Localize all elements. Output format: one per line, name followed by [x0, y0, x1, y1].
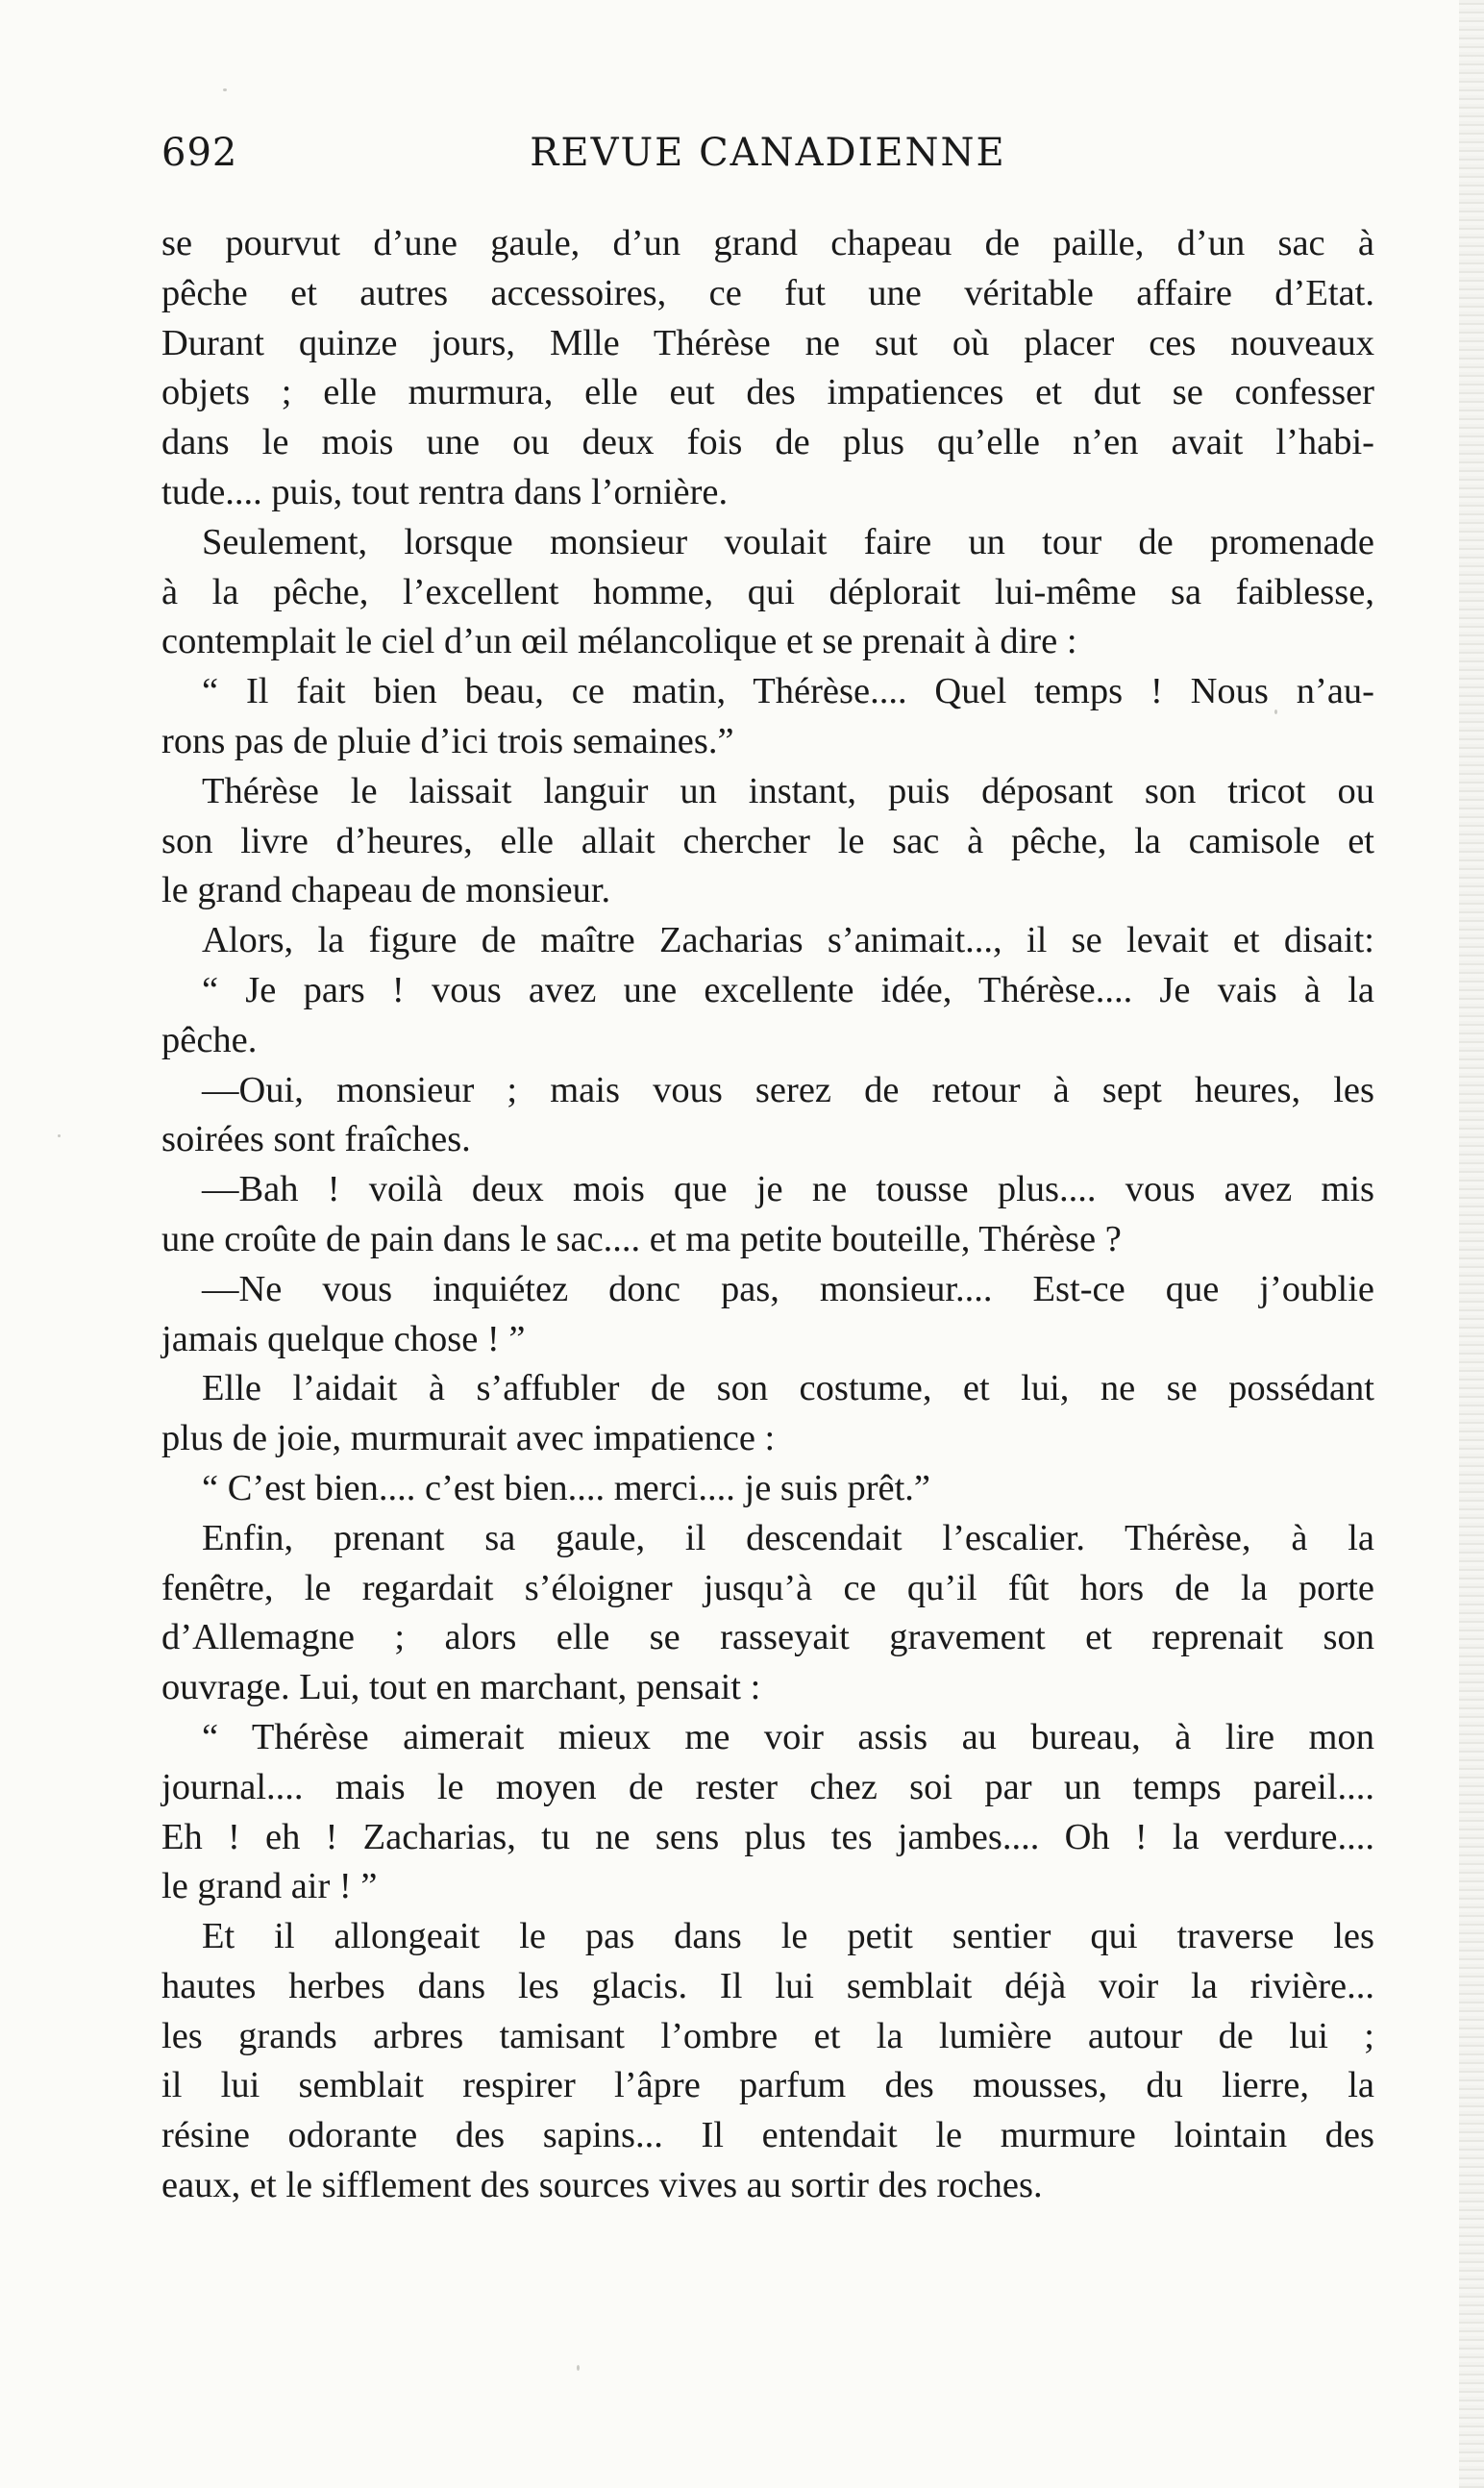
- text-line: Et il allongeait le pas dans le petit sentier qui traverse les: [202, 1916, 1374, 1957]
- text-line: Elle l’aidait à s’affubler de son costume, et lui, ne se possédant: [202, 1368, 1374, 1409]
- text-line: Thérèse le laissait languir un instant, puis déposant son tricot ou: [202, 770, 1374, 811]
- text-line: soirées sont fraîches.: [161, 1119, 471, 1160]
- text-line: hautes herbes dans les glacis. Il lui semblait déjà voir la rivière...: [161, 1965, 1374, 2006]
- text-line: Enfin, prenant sa gaule, il descendait l’escalier. Thérèse, à la: [202, 1517, 1374, 1558]
- text-line: se pourvut d’une gaule, d’un grand chapeau de paille, d’un sac à: [161, 223, 1374, 263]
- text-line: —Oui, monsieur ; mais vous serez de retour à sept heures, les: [202, 1069, 1374, 1110]
- text-line: “ Thérèse aimerait mieux me voir assis au bureau, à lire mon: [202, 1716, 1374, 1757]
- text-line: tude.... puis, tout rentra dans l’ornière.: [161, 471, 729, 512]
- text-line: le grand air ! ”: [161, 1866, 378, 1907]
- body-text: [161, 219, 1374, 2211]
- text-line: ouvrage. Lui, tout en marchant, pensait :: [161, 1667, 761, 1708]
- paper-speck: [223, 88, 227, 91]
- text-line: Seulement, lorsque monsieur voulait faire un tour de promenade: [202, 521, 1374, 562]
- text-line: Durant quinze jours, Mlle Thérèse ne sut où placer ces nouveaux: [161, 322, 1374, 363]
- text-line: fenêtre, le regardait s’éloigner jusqu’à ce qu’il fût hors de la porte: [161, 1567, 1374, 1608]
- text-line: une croûte de pain dans le sac.... et ma petite bouteille, Thérèse ?: [161, 1218, 1122, 1259]
- text-line: plus de joie, murmurait avec impatience :: [161, 1418, 776, 1459]
- text-line: les grands arbres tamisant l’ombre et la lumière autour de lui ;: [161, 2015, 1374, 2056]
- paper-speck: [58, 1134, 61, 1137]
- text-line: —Ne vous inquiétez donc pas, monsieur.... Est-ce que j’oublie: [202, 1268, 1374, 1309]
- text-line: contemplait le ciel d’un œil mélancolique et se prenait à dire :: [161, 621, 1077, 662]
- text-line: —Bah ! voilà deux mois que je ne tousse plus.... vous avez mis: [202, 1169, 1374, 1210]
- running-head: [161, 123, 1374, 183]
- text-line: “ Je pars ! vous avez une excellente idée, Thérèse.... Je vais à la: [202, 969, 1374, 1010]
- text-line: Eh ! eh ! Zacharias, tu ne sens plus tes jambes.... Oh ! la verdure....: [161, 1816, 1374, 1857]
- text-line: à la pêche, l’excellent homme, qui déplorait lui-même sa faiblesse,: [161, 571, 1374, 612]
- page-number: 692: [161, 131, 238, 175]
- page-edge-noise: [1459, 0, 1484, 2488]
- text-line: eaux, et le sifflement des sources vives au sortir des roches.: [161, 2165, 1043, 2206]
- book-page: [161, 123, 1374, 2211]
- text-line: il lui semblait respirer l’âpre parfum des mousses, du lierre, la: [161, 2065, 1374, 2106]
- text-line: “ Il fait bien beau, ce matin, Thérèse.... Quel temps ! Nous n’au-: [202, 671, 1374, 712]
- text-line: pêche et autres accessoires, ce fut une véritable affaire d’Etat.: [161, 272, 1374, 313]
- text-line: pêche.: [161, 1019, 258, 1060]
- text-line: rons pas de pluie d’ici trois semaines.”: [161, 720, 734, 761]
- text-line: jamais quelque chose ! ”: [161, 1318, 526, 1359]
- text-line: journal.... mais le moyen de rester chez soi par un temps pareil....: [161, 1766, 1374, 1807]
- text-line: son livre d’heures, elle allait chercher le sac à pêche, la camisole et: [161, 820, 1374, 861]
- journal-title: REVUE CANADIENNE: [530, 131, 1006, 175]
- text-line: d’Allemagne ; alors elle se rasseyait gravement et reprenait son: [161, 1617, 1374, 1658]
- text-line: “ C’est bien.... c’est bien.... merci.... je suis prêt.”: [202, 1467, 931, 1508]
- text-line: dans le mois une ou deux fois de plus qu’elle n’en avait l’habi-: [161, 422, 1374, 463]
- text-line: objets ; elle murmura, elle eut des impatiences et dut se confesser: [161, 372, 1374, 413]
- paper-speck: [577, 2365, 580, 2371]
- text-line: résine odorante des sapins... Il entendait le murmure lointain des: [161, 2115, 1374, 2156]
- text-line: Alors, la figure de maître Zacharias s’animait..., il se levait et disait:: [202, 920, 1374, 961]
- text-line: le grand chapeau de monsieur.: [161, 870, 611, 911]
